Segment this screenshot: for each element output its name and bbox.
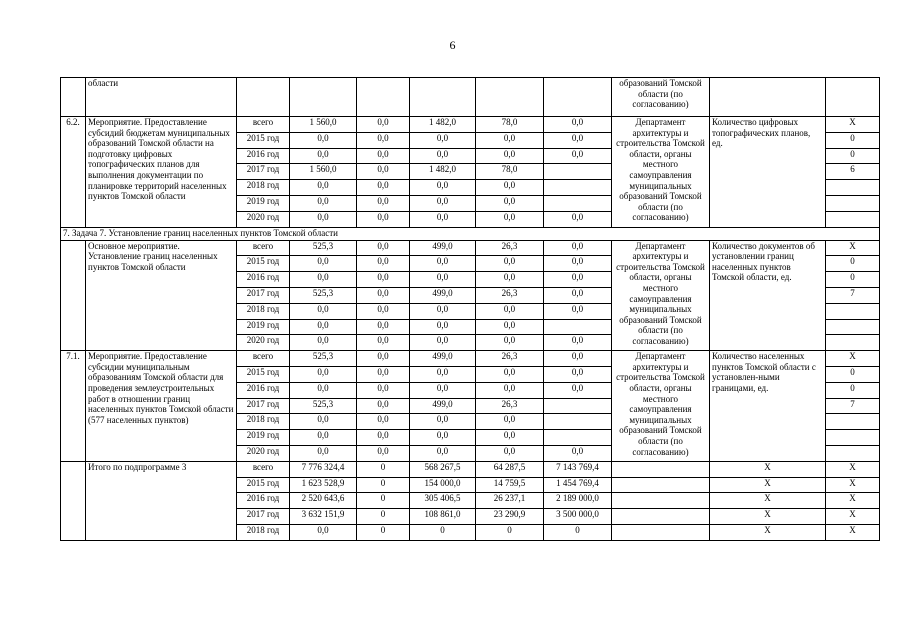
amount-cell: 0,0 [290,132,357,148]
amount-cell: 0,0 [544,335,612,351]
amount-cell: 0,0 [290,256,357,272]
amount-cell: 0,0 [410,211,476,227]
amount-cell: 0,0 [476,180,544,196]
table-row [61,240,880,256]
amount-cell: 1 454 769,4 [544,477,612,493]
program-table [60,77,880,541]
empty-cell [544,78,612,117]
amount-cell: 525,3 [290,287,357,303]
amount-cell: 0,0 [357,335,410,351]
amount-cell: 0,0 [357,287,410,303]
section-number: 7. [63,227,70,238]
period-cell: 2017 год [237,398,290,414]
amount-cell: 26,3 [476,287,544,303]
amount-cell: 78,0 [476,117,544,133]
row-number-cell [61,461,86,540]
empty-cell [476,78,544,117]
amount-cell: 0,0 [290,272,357,288]
amount-cell: 0,0 [476,303,544,319]
amount-cell: 499,0 [410,240,476,256]
period-cell: всего [237,240,290,256]
amount-cell: 1 560,0 [290,117,357,133]
amount-cell: 0,0 [476,445,544,461]
section-row [61,227,880,240]
amount-cell: 0,0 [290,366,357,382]
indicator-value [826,211,880,227]
period-cell: 2020 год [237,211,290,227]
empty-cell [612,509,710,525]
amount-cell: 0,0 [476,414,544,430]
item-number [61,240,86,351]
indicator-value: 0 [826,132,880,148]
period-cell: 2020 год [237,335,290,351]
period-cell: всего [237,351,290,367]
amount-cell: 0,0 [544,240,612,256]
amount-cell: 525,3 [290,398,357,414]
amount-cell: 0,0 [357,256,410,272]
amount-cell: 0 [357,493,410,509]
amount-cell: 525,3 [290,240,357,256]
indicator-value: Х [826,493,880,509]
indicator-value: Х [826,461,880,477]
period-cell: 2016 год [237,493,290,509]
amount-cell: 0,0 [544,148,612,164]
amount-cell: 0,0 [410,319,476,335]
amount-cell: 0 [357,461,410,477]
period-cell: 2019 год [237,430,290,446]
amount-cell: 7 776 324,4 [290,461,357,477]
period-cell: 2019 год [237,195,290,211]
department-cell: Департамент архитектуры и строительства Томской области, органы местного самоуправления муниципальных образований Томской области (по согласованию) [612,240,710,351]
amount-cell: 0,0 [357,148,410,164]
amount-cell: 0,0 [357,164,410,180]
amount-cell: 0,0 [357,430,410,446]
amount-cell [544,180,612,196]
amount-cell: 23 290,9 [476,509,544,525]
amount-cell: 1 482,0 [410,164,476,180]
amount-cell: 0,0 [290,445,357,461]
amount-cell: 499,0 [410,351,476,367]
table-row [61,351,880,367]
indicator-name: Количество населенных пунктов Томской области с установлен-ными границами, ед. [710,351,826,462]
amount-cell: 0,0 [357,303,410,319]
amount-cell: 0,0 [290,319,357,335]
indicator-value [826,195,880,211]
indicator-name: Количество цифровых топографических планов, ед. [710,117,826,228]
amount-cell: 0,0 [357,382,410,398]
indicator-value: Х [826,524,880,540]
amount-cell: 0,0 [410,414,476,430]
period-cell: всего [237,117,290,133]
amount-cell: 0,0 [410,335,476,351]
amount-cell [544,414,612,430]
indicator-value: Х [710,524,826,540]
amount-cell: 14 759,5 [476,477,544,493]
department-cell: Департамент архитектуры и строительства Томской области, органы местного самоуправления муниципальных образований Томской области (по согласованию) [612,117,710,228]
department-cell: Департамент архитектуры и строительства Томской области, органы местного самоуправления муниципальных образований Томской области (по согласованию) [612,351,710,462]
indicator-value: Х [826,240,880,256]
empty-cell [290,78,357,117]
amount-cell: 1 482,0 [410,117,476,133]
amount-cell: 108 861,0 [410,509,476,525]
period-cell: 2019 год [237,319,290,335]
amount-cell: 0,0 [476,132,544,148]
period-cell: 2017 год [237,164,290,180]
item-name: Мероприятие. Предоставление субсидии муниципальным образованиям Томской области для проведения землеустроительных работ в отношении границ населенных пунктов Томской области (577 населенных пунктов) [86,351,237,462]
empty-cell [237,78,290,117]
amount-cell: 154 000,0 [410,477,476,493]
period-cell: 2020 год [237,445,290,461]
amount-cell: 3 632 151,9 [290,509,357,525]
amount-cell: 0,0 [544,272,612,288]
amount-cell: 0,0 [357,272,410,288]
amount-cell: 0 [357,509,410,525]
indicator-value [826,335,880,351]
amount-cell: 0,0 [410,180,476,196]
amount-cell: 26 237,1 [476,493,544,509]
amount-cell: 0,0 [410,195,476,211]
empty-cell [612,461,710,477]
amount-cell: 0,0 [410,445,476,461]
period-cell: 2018 год [237,524,290,540]
period-cell: 2016 год [237,148,290,164]
amount-cell: 0,0 [476,195,544,211]
empty-cell [612,524,710,540]
amount-cell: 0,0 [476,256,544,272]
amount-cell: 0,0 [544,117,612,133]
amount-cell: 0,0 [544,351,612,367]
period-cell: 2016 год [237,382,290,398]
period-cell: 2018 год [237,303,290,319]
period-cell: 2017 год [237,287,290,303]
section-title [61,227,880,240]
item-name: Мероприятие. Предоставление субсидий бюджетам муниципальных образований Томской области на подготовку цифровых топографических планов для выполнения документации по планировке территорий населенных пунктов Томской области [86,117,237,228]
indicator-name: Количество документов об установлении границ населенных пунктов Томской области, ед. [710,240,826,351]
amount-cell: 0,0 [476,366,544,382]
period-cell: 2018 год [237,414,290,430]
total-name: Итого по подпрограмме 3 [86,461,237,540]
indicator-value [826,180,880,196]
indicator-value: 7 [826,398,880,414]
page-number: 6 [449,38,456,52]
indicator-value: 0 [826,272,880,288]
amount-cell: 0 [410,524,476,540]
amount-cell: 0,0 [357,351,410,367]
indicator-value [826,319,880,335]
period-cell: 2015 год [237,256,290,272]
amount-cell: 0,0 [357,240,410,256]
amount-cell: 0,0 [410,303,476,319]
row-number-cell [61,78,86,117]
amount-cell: 0,0 [410,132,476,148]
amount-cell: 0,0 [410,430,476,446]
amount-cell: 0,0 [290,180,357,196]
period-cell: всего [237,461,290,477]
section-text: Задача 7. Установление границ населенных пунктов Томской области [72,227,338,238]
amount-cell: 0,0 [357,180,410,196]
continuation-row [61,78,880,117]
period-cell: 2016 год [237,272,290,288]
amount-cell: 0 [357,477,410,493]
amount-cell: 0,0 [290,148,357,164]
amount-cell: 525,3 [290,351,357,367]
amount-cell: 0,0 [476,211,544,227]
item-name: Основное мероприятие. Установление границ населенных пунктов Томской области [86,240,237,351]
amount-cell: 0,0 [476,319,544,335]
amount-cell: 0,0 [290,195,357,211]
table-row [61,117,880,133]
amount-cell: 0,0 [410,148,476,164]
period-cell: 2015 год [237,366,290,382]
period-cell: 2015 год [237,132,290,148]
empty-cell [826,78,880,117]
indicator-value: Х [710,493,826,509]
amount-cell: 0,0 [290,524,357,540]
amount-cell: 305 406,5 [410,493,476,509]
indicator-value: 0 [826,256,880,272]
amount-cell: 0,0 [290,414,357,430]
amount-cell: 0,0 [357,195,410,211]
amount-cell: 0,0 [476,430,544,446]
amount-cell: 0,0 [410,256,476,272]
amount-cell [544,398,612,414]
amount-cell: 78,0 [476,164,544,180]
empty-cell [357,78,410,117]
amount-cell: 0,0 [544,303,612,319]
period-cell: 2017 год [237,509,290,525]
total-row [61,461,880,477]
empty-cell [612,477,710,493]
amount-cell: 0,0 [410,366,476,382]
indicator-value: Х [710,461,826,477]
amount-cell: 0,0 [476,272,544,288]
continuation-name: области [86,78,237,117]
indicator-value: Х [826,477,880,493]
amount-cell: 7 143 769,4 [544,461,612,477]
amount-cell: 0,0 [357,211,410,227]
amount-cell: 26,3 [476,240,544,256]
amount-cell: 0,0 [544,366,612,382]
amount-cell: 0,0 [290,382,357,398]
indicator-value [826,430,880,446]
empty-cell [410,78,476,117]
indicator-value [826,445,880,461]
amount-cell: 0,0 [290,335,357,351]
amount-cell: 2 189 000,0 [544,493,612,509]
amount-cell: 0,0 [357,366,410,382]
amount-cell: 499,0 [410,287,476,303]
continuation-department: образований Томской области (по согласованию) [612,78,710,117]
amount-cell: 0,0 [357,132,410,148]
indicator-value: Х [826,117,880,133]
indicator-value [826,414,880,430]
amount-cell: 568 267,5 [410,461,476,477]
amount-cell: 0,0 [357,414,410,430]
amount-cell: 0 [544,524,612,540]
empty-cell [612,493,710,509]
indicator-value: 6 [826,164,880,180]
amount-cell: 0,0 [544,382,612,398]
amount-cell: 0,0 [410,272,476,288]
amount-cell: 0,0 [290,211,357,227]
indicator-value: 0 [826,148,880,164]
amount-cell: 0,0 [290,303,357,319]
amount-cell [544,430,612,446]
indicator-value: Х [710,477,826,493]
amount-cell [544,195,612,211]
amount-cell: 0,0 [357,398,410,414]
amount-cell: 2 520 643,6 [290,493,357,509]
item-number: 6.2. [61,117,86,228]
amount-cell: 0,0 [544,256,612,272]
amount-cell: 499,0 [410,398,476,414]
amount-cell: 0,0 [544,445,612,461]
amount-cell: 1 560,0 [290,164,357,180]
amount-cell: 26,3 [476,398,544,414]
period-cell: 2015 год [237,477,290,493]
amount-cell: 1 623 528,9 [290,477,357,493]
amount-cell: 26,3 [476,351,544,367]
amount-cell: 0,0 [476,148,544,164]
amount-cell: 64 287,5 [476,461,544,477]
amount-cell: 0,0 [357,445,410,461]
indicator-value: 0 [826,382,880,398]
amount-cell: 3 500 000,0 [544,509,612,525]
amount-cell: 0,0 [290,430,357,446]
amount-cell: 0,0 [410,382,476,398]
amount-cell: 0,0 [357,117,410,133]
item-number: 7.1. [61,351,86,462]
indicator-value: Х [710,509,826,525]
amount-cell: 0,0 [544,211,612,227]
amount-cell [544,319,612,335]
indicator-value: 7 [826,287,880,303]
amount-cell: 0,0 [544,287,612,303]
amount-cell: 0 [357,524,410,540]
amount-cell: 0 [476,524,544,540]
indicator-value [826,303,880,319]
indicator-value: Х [826,351,880,367]
indicator-value: 0 [826,366,880,382]
indicator-value: Х [826,509,880,525]
amount-cell: 0,0 [476,382,544,398]
amount-cell: 0,0 [357,319,410,335]
empty-cell [710,78,826,117]
amount-cell: 0,0 [544,132,612,148]
period-cell: 2018 год [237,180,290,196]
amount-cell: 0,0 [476,335,544,351]
amount-cell [544,164,612,180]
